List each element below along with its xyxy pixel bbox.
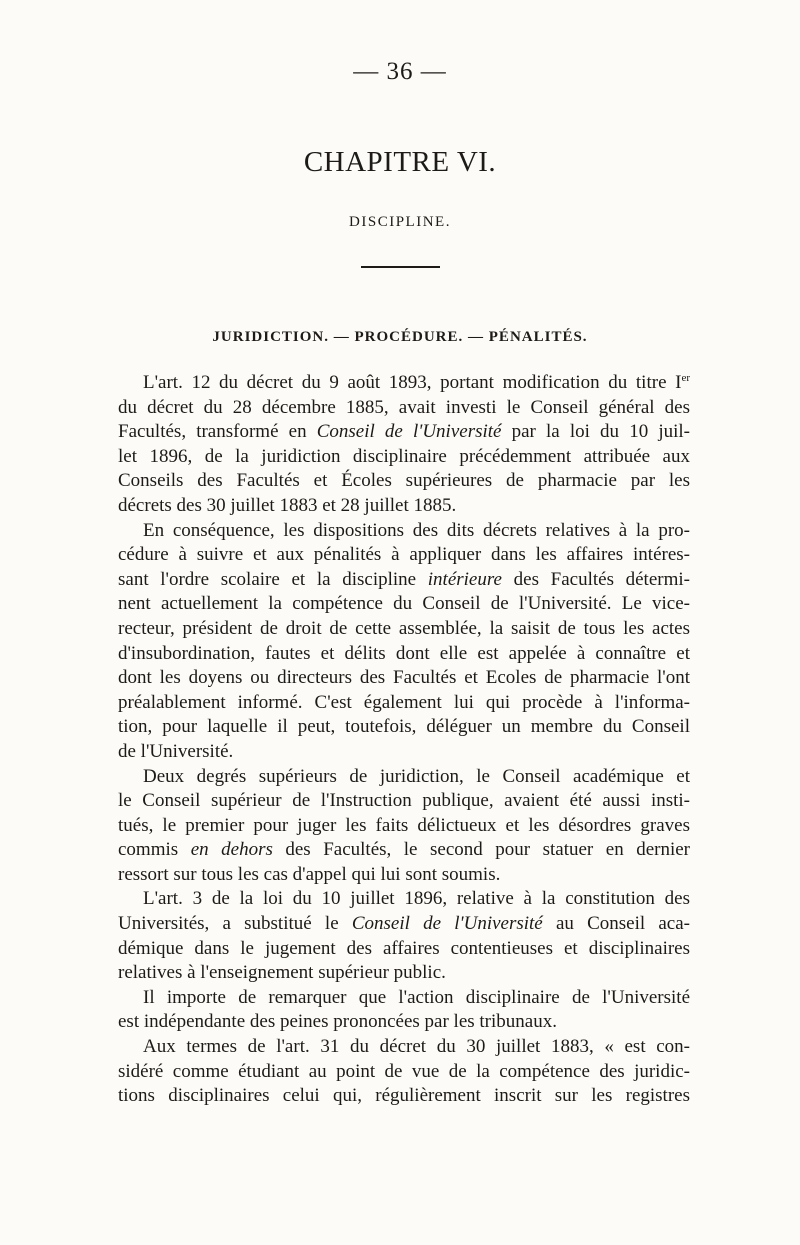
text-line: décrets des 30 juillet 1883 et 28 juillet 1885. xyxy=(118,494,457,516)
text-line: sidéré comme étudiant au point de vue de la compétence des juridic- xyxy=(118,1060,690,1082)
italic-phrase: Conseil de l'Université xyxy=(351,913,543,935)
text-line: L'art. 3 de la loi du 10 juillet 1896, relative à la constitution des xyxy=(143,888,690,910)
text-line: let 1896, de la juridiction disciplinaire précédemment attribuée aux xyxy=(118,445,690,467)
text-line: Conseils des Facultés et Écoles supérieures de pharmacie par les xyxy=(118,470,690,492)
text-line: de l'Université. xyxy=(118,740,234,762)
text-line: Deux degrés supérieurs de juridiction, le Conseil académique et xyxy=(143,765,690,787)
text-line: dont les doyens ou directeurs des Facultés et Ecoles de pharmacie l'ont xyxy=(118,667,690,689)
text-line: Il importe de remarquer que l'action disciplinaire de l'Université xyxy=(143,986,690,1008)
text-line: relatives à l'enseignement supérieur public. xyxy=(118,962,446,984)
text-line: est indépendante des peines prononcées par les tribunaux. xyxy=(118,1011,557,1033)
italic-phrase: en dehors xyxy=(190,839,273,861)
text-line: démique dans le jugement des affaires contentieuses et disciplinaires xyxy=(118,937,690,959)
page-number: — 36 — xyxy=(353,58,447,85)
text-line: L'art. 12 du décret du 9 août 1893, portant modification du titre Ier xyxy=(143,372,690,393)
text-line: En conséquence, les dispositions des dits décrets relatives à la pro- xyxy=(143,519,690,541)
text-line: sant l'ordre scolaire et la discipline intérieure des Facultés détermi- xyxy=(118,568,690,590)
text-line: tion, pour laquelle il peut, toutefois, déléguer un membre du Conseil xyxy=(118,716,690,738)
italic-phrase: intérieure xyxy=(427,568,502,590)
text-line: Universités, a substitué le Conseil de l'Université au Conseil aca- xyxy=(118,913,690,935)
text-line: du décret du 28 décembre 1885, avait investi le Conseil général des xyxy=(118,396,690,418)
chapter-title: CHAPITRE VI. xyxy=(303,146,497,178)
text-line: d'insubordination, fautes et délits dont elle est appelée à connaître et xyxy=(118,642,690,664)
text-line: ressort sur tous les cas d'appel qui lui sont soumis. xyxy=(118,863,501,885)
text-line: nent actuellement la compétence du Conseil de l'Université. Le vice- xyxy=(118,593,690,615)
separator-rule xyxy=(361,266,440,268)
section-heading: JURIDICTION. — PROCÉDURE. — PÉNALITÉS. xyxy=(212,329,588,345)
text-line: cédure à suivre et aux pénalités à appliquer dans les affaires intéres- xyxy=(118,544,690,566)
text-line: tués, le premier pour juger les faits délictueux et les désordres graves xyxy=(118,814,690,836)
text-line: recteur, président de droit de cette assemblée, la saisit de tous les actes xyxy=(118,617,690,639)
body-text xyxy=(118,371,690,1109)
text-line: préalablement informé. C'est également lui qui procède à l'informa- xyxy=(118,691,690,713)
text-line: commis en dehors des Facultés, le second pour statuer en dernier xyxy=(118,839,691,861)
superscript: er xyxy=(681,372,690,384)
italic-phrase: Conseil de l'Université xyxy=(316,421,502,443)
chapter-subtitle: DISCIPLINE. xyxy=(349,214,451,230)
text-line: le Conseil supérieur de l'Instruction publique, avaient été aussi insti- xyxy=(118,790,690,812)
text-line: Aux termes de l'art. 31 du décret du 30 juillet 1883, « est con- xyxy=(143,1036,690,1058)
text-line: Facultés, transformé en Conseil de l'Université par la loi du 10 juil- xyxy=(118,421,690,443)
text-line: tions disciplinaires celui qui, régulièrement inscrit sur les registres xyxy=(118,1085,690,1107)
